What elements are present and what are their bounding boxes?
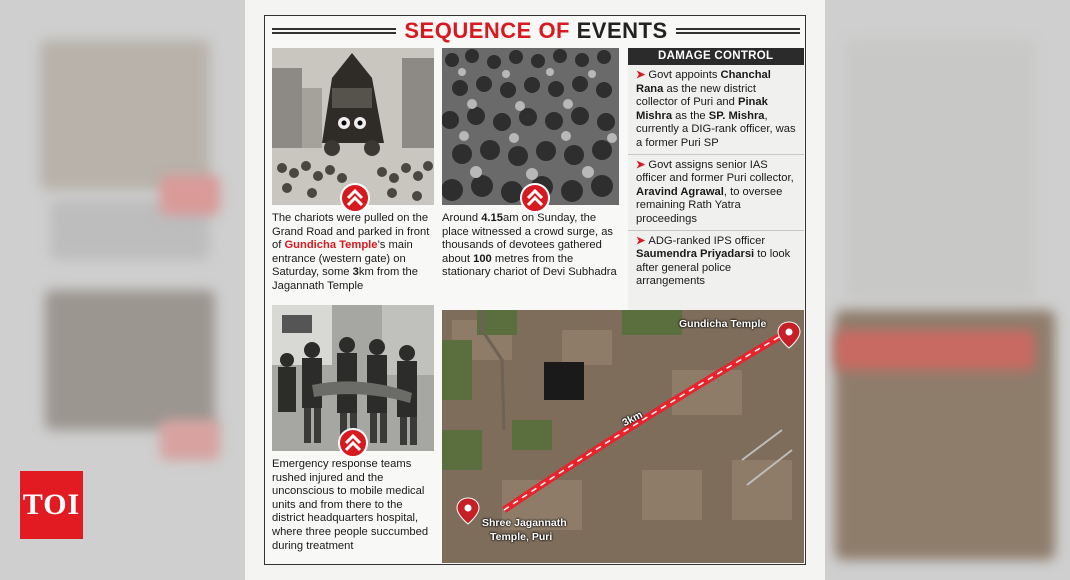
chevron-up-badge-icon (338, 428, 368, 458)
crowd-surge-caption (442, 212, 622, 280)
metres-bold: 100 (473, 252, 492, 265)
damage-control-heading: DAMAGE CONTROL (628, 48, 804, 65)
caption-text: Emergency response teams rushed injured and the unconscious to mobile medical units and from there to the district headquarters hospital, where three people succumbed during treatment (272, 458, 429, 552)
item-text: as the new district collector of Puri and (636, 82, 757, 109)
damage-control-panel (628, 48, 804, 310)
infographic-header (272, 18, 800, 44)
caption-text: ’s main entrance (western gate) on Saturday, some (272, 239, 413, 279)
header-rule-right (676, 28, 800, 34)
chevron-up-badge-icon (520, 183, 550, 213)
caption-text: metres from the stationary chariot of Devi Subhadra (442, 252, 617, 279)
item-bold: Saumendra Priyadarsi (636, 248, 755, 261)
title-dark-part: EVENTS (576, 18, 668, 43)
caption-text: The chariots were pulled on the Grand Road and parked in front of (272, 212, 430, 252)
jagannath-temple-label-line2: Temple, Puri (490, 531, 553, 543)
time-bold: 4.15 (481, 212, 503, 224)
item-text: Govt appoints (648, 69, 721, 81)
chevron-up-badge-icon (340, 183, 370, 213)
blurred-background-right (825, 0, 1070, 580)
item-bold: Aravind Agrawal (636, 185, 724, 198)
crowd-illustration (442, 48, 619, 205)
item-text: to look after general police arrangements (636, 248, 791, 288)
distance-bold: 3 (352, 266, 359, 279)
red-arrow-icon: ➤ (636, 69, 646, 81)
item-bold: SP. Mishra (708, 109, 765, 122)
item-bold: Pinak Mishra (636, 96, 768, 122)
toi-logo: TOI (20, 471, 83, 539)
damage-control-item (628, 155, 804, 231)
item-text: as the (672, 109, 709, 122)
jagannath-temple-label-line1: Shree Jagannath (482, 517, 567, 529)
gundicha-highlight: Gundicha Temple (284, 239, 378, 252)
damage-control-item (628, 231, 804, 292)
chariots-caption (272, 212, 438, 294)
gundicha-temple-label: Gundicha Temple (679, 318, 767, 330)
page-title (396, 18, 675, 44)
title-red-part: SEQUENCE OF (404, 18, 570, 43)
caption-text: Around (442, 212, 482, 224)
item-text: Govt assigns senior IAS officer and former Puri collector, (636, 158, 794, 185)
item-bold: Chanchal Rana (636, 69, 771, 95)
caption-text: km from the Jagannath Temple (272, 266, 418, 292)
item-text: ADG-ranked IPS officer (648, 234, 766, 247)
satellite-map (442, 310, 804, 563)
distance-label: 3km (620, 408, 645, 430)
header-rule-left (272, 28, 396, 34)
item-text: , currently a DIG-rank officer, was a former Puri SP (636, 109, 796, 149)
chariot-illustration (272, 48, 434, 205)
item-text: , to oversee remaining Rath Yatra proceedings (636, 185, 783, 225)
red-arrow-icon: ➤ (636, 158, 646, 171)
caption-text: am on Sunday, the place witnessed a crowd surge, as thousands of devotees gathered about (442, 212, 614, 265)
red-arrow-icon: ➤ (636, 234, 646, 247)
damage-control-item (628, 65, 804, 155)
emergency-caption (272, 458, 438, 553)
